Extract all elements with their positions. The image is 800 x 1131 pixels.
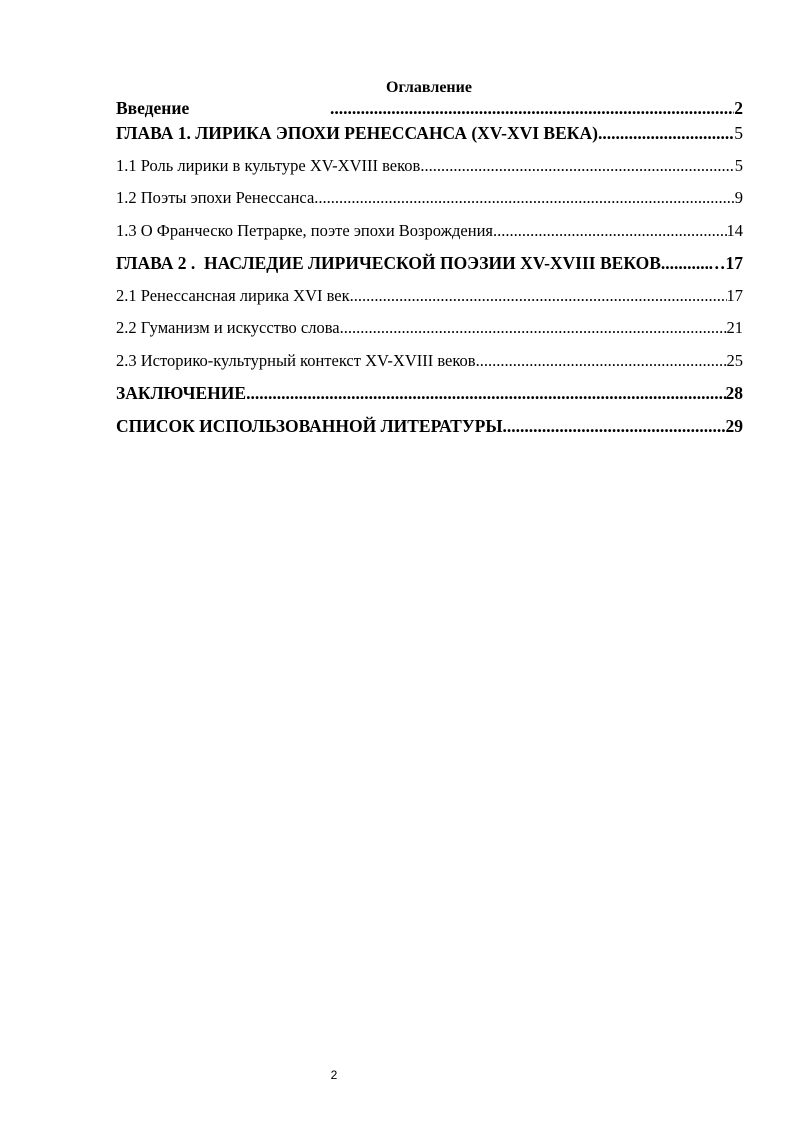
toc-entry-section-1-1[interactable] xyxy=(116,156,743,189)
table-of-contents xyxy=(116,98,743,448)
toc-entry-section-2-1[interactable] xyxy=(116,286,743,319)
toc-dot-leader xyxy=(493,221,726,241)
toc-dot-leader xyxy=(314,188,734,208)
toc-dot-leader xyxy=(598,123,734,143)
toc-entry-chapter-2[interactable] xyxy=(116,253,743,286)
toc-entry-label: ЗАКЛЮЧЕНИЕ xyxy=(116,383,247,403)
toc-entry-label: 1.1 Роль лирики в культуре XV-XVIII веков xyxy=(116,155,421,175)
toc-entry-section-2-3[interactable] xyxy=(116,351,743,384)
toc-entry-page: 21 xyxy=(726,318,743,337)
toc-entry-chapter-1[interactable] xyxy=(116,123,743,156)
page-number: 2 xyxy=(330,1068,338,1082)
toc-entry-page: 28 xyxy=(725,383,743,403)
toc-entry-label: Введение xyxy=(116,98,190,118)
toc-dot-leader xyxy=(350,286,727,306)
toc-entry-section-1-3[interactable] xyxy=(116,221,743,254)
toc-entry-label: 1.2 Поэты эпохи Ренессанса xyxy=(116,188,315,207)
toc-entry-section-2-2[interactable] xyxy=(116,318,743,351)
toc-entry-page: 29 xyxy=(725,415,743,436)
toc-dot-leader xyxy=(420,156,734,176)
toc-dot-leader xyxy=(661,253,708,273)
toc-entry-label: СПИСОК ИСПОЛЬЗОВАННОЙ ЛИТЕРАТУРЫ xyxy=(116,415,503,436)
toc-entry-label: 2.2 Гуманизм и искусство слова xyxy=(116,318,340,337)
toc-entry-page: 14 xyxy=(726,220,743,240)
toc-entry-label: 1.3 О Франческо Петрарке, поэте эпохи Возрождения xyxy=(116,220,494,240)
toc-entry-conclusion[interactable] xyxy=(116,383,743,416)
toc-entry-references[interactable] xyxy=(116,416,743,449)
toc-entry-page: 5 xyxy=(734,123,743,143)
toc-entry-label: 2.1 Ренессансная лирика XVI век xyxy=(116,285,350,305)
toc-entry-label: ГЛАВА 2 . НАСЛЕДИЕ ЛИРИЧЕСКОЙ ПОЭЗИИ XV-XVIII ВЕКОВ xyxy=(116,253,661,273)
toc-entry-page: 5 xyxy=(734,155,743,175)
toc-dot-leader xyxy=(246,383,725,403)
toc-entry-label: ГЛАВА 1. ЛИРИКА ЭПОХИ РЕНЕССАНСА (XV-XVI ВЕКА) xyxy=(116,123,598,143)
toc-entry-page: …17 xyxy=(708,253,743,273)
toc-entry-label: 2.3 Историко-культурный контекст XV-XVIII веков xyxy=(116,350,476,370)
toc-dot-leader xyxy=(330,98,734,118)
toc-entry-section-1-2[interactable] xyxy=(116,188,743,221)
toc-entry-introduction[interactable] xyxy=(116,98,743,123)
toc-entry-page: 9 xyxy=(734,188,743,207)
toc-dot-leader xyxy=(476,351,727,371)
toc-dot-leader xyxy=(503,416,726,436)
toc-entry-page: 25 xyxy=(726,350,743,370)
toc-entry-page: 2 xyxy=(734,98,743,118)
toc-title: Оглавление xyxy=(386,79,472,96)
toc-dot-leader xyxy=(340,318,727,338)
toc-entry-page: 17 xyxy=(726,285,743,305)
